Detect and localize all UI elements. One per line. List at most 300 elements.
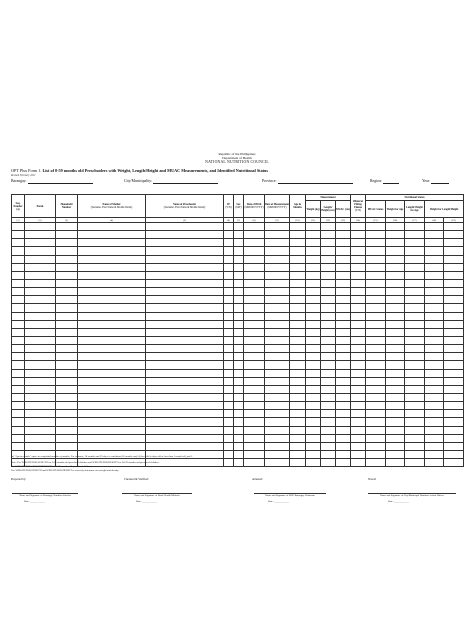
barangay-field[interactable] bbox=[11, 179, 93, 184]
table-cell[interactable] bbox=[444, 418, 464, 426]
table-cell[interactable] bbox=[12, 328, 25, 336]
table-cell[interactable] bbox=[321, 279, 336, 287]
table-cell[interactable] bbox=[12, 345, 25, 353]
table-cell[interactable] bbox=[25, 279, 56, 287]
table-cell[interactable] bbox=[56, 271, 78, 279]
table-cell[interactable] bbox=[146, 369, 224, 377]
table-cell[interactable] bbox=[78, 345, 146, 353]
table-cell[interactable] bbox=[244, 450, 265, 458]
table-cell[interactable] bbox=[244, 255, 265, 263]
table-cell[interactable] bbox=[306, 263, 321, 271]
table-cell[interactable] bbox=[444, 296, 464, 304]
table-cell[interactable] bbox=[25, 320, 56, 328]
table-cell[interactable] bbox=[321, 247, 336, 255]
table-cell[interactable] bbox=[306, 345, 321, 353]
table-cell[interactable] bbox=[78, 369, 146, 377]
table-cell[interactable] bbox=[224, 320, 234, 328]
table-cell[interactable] bbox=[244, 328, 265, 336]
table-cell[interactable] bbox=[265, 345, 290, 353]
table-cell[interactable] bbox=[290, 247, 306, 255]
table-cell[interactable] bbox=[351, 247, 366, 255]
table-cell[interactable] bbox=[224, 336, 234, 344]
table-cell[interactable] bbox=[146, 304, 224, 312]
table-cell[interactable] bbox=[224, 369, 234, 377]
table-cell[interactable] bbox=[290, 271, 306, 279]
table-cell[interactable] bbox=[405, 271, 425, 279]
table-cell[interactable] bbox=[146, 434, 224, 442]
table-cell[interactable] bbox=[244, 304, 265, 312]
table-cell[interactable] bbox=[244, 312, 265, 320]
table-cell[interactable] bbox=[290, 393, 306, 401]
table-cell[interactable] bbox=[306, 328, 321, 336]
table-cell[interactable] bbox=[290, 369, 306, 377]
table-cell[interactable] bbox=[146, 353, 224, 361]
date-field-naoo[interactable]: Date: ____________ bbox=[388, 500, 410, 503]
table-cell[interactable] bbox=[405, 312, 425, 320]
table-cell[interactable] bbox=[425, 426, 444, 434]
table-cell[interactable] bbox=[386, 442, 405, 450]
table-cell[interactable] bbox=[25, 393, 56, 401]
table-cell[interactable] bbox=[234, 320, 244, 328]
table-cell[interactable] bbox=[12, 410, 25, 418]
table-cell[interactable] bbox=[336, 402, 351, 410]
table-cell[interactable] bbox=[306, 231, 321, 239]
table-cell[interactable] bbox=[306, 304, 321, 312]
table-cell[interactable] bbox=[244, 296, 265, 304]
region-field[interactable] bbox=[370, 179, 399, 184]
table-cell[interactable] bbox=[336, 377, 351, 385]
table-cell[interactable] bbox=[78, 442, 146, 450]
table-cell[interactable] bbox=[234, 231, 244, 239]
table-cell[interactable] bbox=[405, 410, 425, 418]
table-cell[interactable] bbox=[146, 296, 224, 304]
table-cell[interactable] bbox=[290, 328, 306, 336]
table-cell[interactable] bbox=[234, 353, 244, 361]
table-cell[interactable] bbox=[12, 418, 25, 426]
table-cell[interactable] bbox=[405, 328, 425, 336]
table-cell[interactable] bbox=[386, 279, 405, 287]
table-cell[interactable] bbox=[234, 288, 244, 296]
table-cell[interactable] bbox=[25, 418, 56, 426]
table-cell[interactable] bbox=[321, 369, 336, 377]
table-cell[interactable] bbox=[265, 320, 290, 328]
table-cell[interactable] bbox=[306, 271, 321, 279]
table-cell[interactable] bbox=[12, 361, 25, 369]
table-cell[interactable] bbox=[425, 361, 444, 369]
table-cell[interactable] bbox=[265, 239, 290, 247]
table-cell[interactable] bbox=[405, 336, 425, 344]
table-cell[interactable] bbox=[78, 353, 146, 361]
table-cell[interactable] bbox=[386, 426, 405, 434]
table-cell[interactable] bbox=[56, 223, 78, 231]
table-cell[interactable] bbox=[290, 312, 306, 320]
table-cell[interactable] bbox=[351, 312, 366, 320]
table-cell[interactable] bbox=[444, 223, 464, 231]
table-cell[interactable] bbox=[265, 418, 290, 426]
table-cell[interactable] bbox=[56, 296, 78, 304]
table-cell[interactable] bbox=[444, 377, 464, 385]
table-cell[interactable] bbox=[336, 459, 351, 467]
table-cell[interactable] bbox=[306, 426, 321, 434]
table-cell[interactable] bbox=[234, 271, 244, 279]
table-cell[interactable] bbox=[321, 223, 336, 231]
table-cell[interactable] bbox=[78, 426, 146, 434]
table-cell[interactable] bbox=[12, 442, 25, 450]
table-cell[interactable] bbox=[265, 328, 290, 336]
table-cell[interactable] bbox=[444, 361, 464, 369]
table-cell[interactable] bbox=[290, 402, 306, 410]
table-cell[interactable] bbox=[425, 223, 444, 231]
table-cell[interactable] bbox=[25, 312, 56, 320]
table-cell[interactable] bbox=[306, 393, 321, 401]
table-cell[interactable] bbox=[78, 263, 146, 271]
table-cell[interactable] bbox=[290, 320, 306, 328]
table-cell[interactable] bbox=[425, 377, 444, 385]
table-cell[interactable] bbox=[366, 304, 386, 312]
table-cell[interactable] bbox=[224, 353, 234, 361]
table-cell[interactable] bbox=[56, 336, 78, 344]
table-cell[interactable] bbox=[336, 223, 351, 231]
table-cell[interactable] bbox=[425, 320, 444, 328]
table-cell[interactable] bbox=[405, 369, 425, 377]
table-cell[interactable] bbox=[444, 434, 464, 442]
table-cell[interactable] bbox=[224, 263, 234, 271]
table-cell[interactable] bbox=[25, 304, 56, 312]
table-cell[interactable] bbox=[306, 450, 321, 458]
table-cell[interactable] bbox=[405, 304, 425, 312]
table-cell[interactable] bbox=[78, 361, 146, 369]
table-cell[interactable] bbox=[12, 231, 25, 239]
table-cell[interactable] bbox=[386, 393, 405, 401]
table-cell[interactable] bbox=[12, 434, 25, 442]
table-cell[interactable] bbox=[146, 402, 224, 410]
table-cell[interactable] bbox=[56, 377, 78, 385]
table-cell[interactable] bbox=[244, 434, 265, 442]
table-cell[interactable] bbox=[244, 263, 265, 271]
table-cell[interactable] bbox=[224, 255, 234, 263]
table-cell[interactable] bbox=[12, 239, 25, 247]
table-cell[interactable] bbox=[265, 377, 290, 385]
table-cell[interactable] bbox=[366, 361, 386, 369]
table-cell[interactable] bbox=[234, 263, 244, 271]
table-cell[interactable] bbox=[56, 353, 78, 361]
table-cell[interactable] bbox=[265, 385, 290, 393]
table-cell[interactable] bbox=[366, 345, 386, 353]
table-cell[interactable] bbox=[321, 328, 336, 336]
table-cell[interactable] bbox=[290, 296, 306, 304]
table-cell[interactable] bbox=[386, 223, 405, 231]
table-cell[interactable] bbox=[265, 402, 290, 410]
table-cell[interactable] bbox=[351, 279, 366, 287]
table-cell[interactable] bbox=[56, 345, 78, 353]
table-cell[interactable] bbox=[265, 353, 290, 361]
table-cell[interactable] bbox=[321, 410, 336, 418]
table-cell[interactable] bbox=[444, 442, 464, 450]
table-cell[interactable] bbox=[351, 263, 366, 271]
table-cell[interactable] bbox=[56, 418, 78, 426]
table-cell[interactable] bbox=[405, 247, 425, 255]
table-cell[interactable] bbox=[386, 288, 405, 296]
table-cell[interactable] bbox=[366, 442, 386, 450]
table-cell[interactable] bbox=[146, 320, 224, 328]
table-cell[interactable] bbox=[12, 336, 25, 344]
table-cell[interactable] bbox=[265, 288, 290, 296]
table-cell[interactable] bbox=[290, 459, 306, 467]
table-cell[interactable] bbox=[386, 369, 405, 377]
table-cell[interactable] bbox=[224, 410, 234, 418]
table-cell[interactable] bbox=[425, 450, 444, 458]
table-cell[interactable] bbox=[336, 393, 351, 401]
table-cell[interactable] bbox=[234, 369, 244, 377]
table-cell[interactable] bbox=[351, 393, 366, 401]
table-cell[interactable] bbox=[405, 296, 425, 304]
table-cell[interactable] bbox=[244, 247, 265, 255]
table-cell[interactable] bbox=[425, 239, 444, 247]
table-cell[interactable] bbox=[12, 377, 25, 385]
table-cell[interactable] bbox=[444, 345, 464, 353]
table-cell[interactable] bbox=[234, 239, 244, 247]
table-cell[interactable] bbox=[425, 263, 444, 271]
table-cell[interactable] bbox=[234, 255, 244, 263]
table-cell[interactable] bbox=[306, 442, 321, 450]
table-cell[interactable] bbox=[224, 304, 234, 312]
table-cell[interactable] bbox=[234, 410, 244, 418]
table-cell[interactable] bbox=[351, 304, 366, 312]
table-cell[interactable] bbox=[78, 410, 146, 418]
table-cell[interactable] bbox=[444, 271, 464, 279]
table-cell[interactable] bbox=[405, 279, 425, 287]
table-cell[interactable] bbox=[25, 223, 56, 231]
table-cell[interactable] bbox=[366, 426, 386, 434]
table-cell[interactable] bbox=[366, 312, 386, 320]
table-cell[interactable] bbox=[405, 223, 425, 231]
table-cell[interactable] bbox=[366, 353, 386, 361]
table-cell[interactable] bbox=[321, 418, 336, 426]
table-cell[interactable] bbox=[12, 393, 25, 401]
table-cell[interactable] bbox=[366, 418, 386, 426]
table-cell[interactable] bbox=[306, 288, 321, 296]
table-cell[interactable] bbox=[306, 402, 321, 410]
table-cell[interactable] bbox=[265, 231, 290, 239]
table-cell[interactable] bbox=[265, 450, 290, 458]
table-cell[interactable] bbox=[224, 385, 234, 393]
table-cell[interactable] bbox=[146, 393, 224, 401]
table-cell[interactable] bbox=[25, 369, 56, 377]
table-cell[interactable] bbox=[234, 279, 244, 287]
table-cell[interactable] bbox=[444, 369, 464, 377]
table-cell[interactable] bbox=[306, 459, 321, 467]
table-cell[interactable] bbox=[336, 304, 351, 312]
table-cell[interactable] bbox=[366, 328, 386, 336]
table-cell[interactable] bbox=[12, 353, 25, 361]
table-cell[interactable] bbox=[366, 336, 386, 344]
table-cell[interactable] bbox=[78, 247, 146, 255]
table-cell[interactable] bbox=[425, 345, 444, 353]
table-cell[interactable] bbox=[306, 385, 321, 393]
table-cell[interactable] bbox=[386, 377, 405, 385]
table-cell[interactable] bbox=[56, 288, 78, 296]
table-cell[interactable] bbox=[146, 255, 224, 263]
table-cell[interactable] bbox=[224, 450, 234, 458]
table-cell[interactable] bbox=[386, 271, 405, 279]
table-cell[interactable] bbox=[25, 410, 56, 418]
table-cell[interactable] bbox=[234, 328, 244, 336]
table-cell[interactable] bbox=[25, 385, 56, 393]
table-cell[interactable] bbox=[321, 320, 336, 328]
table-cell[interactable] bbox=[425, 296, 444, 304]
table-cell[interactable] bbox=[321, 271, 336, 279]
table-cell[interactable] bbox=[234, 459, 244, 467]
table-cell[interactable] bbox=[146, 239, 224, 247]
table-cell[interactable] bbox=[366, 377, 386, 385]
table-cell[interactable] bbox=[56, 239, 78, 247]
table-cell[interactable] bbox=[386, 312, 405, 320]
table-cell[interactable] bbox=[12, 320, 25, 328]
table-cell[interactable] bbox=[366, 434, 386, 442]
table-cell[interactable] bbox=[244, 393, 265, 401]
table-cell[interactable] bbox=[12, 255, 25, 263]
table-cell[interactable] bbox=[78, 296, 146, 304]
table-cell[interactable] bbox=[405, 255, 425, 263]
table-cell[interactable] bbox=[146, 231, 224, 239]
table-cell[interactable] bbox=[290, 255, 306, 263]
table-cell[interactable] bbox=[336, 279, 351, 287]
table-cell[interactable] bbox=[366, 402, 386, 410]
table-cell[interactable] bbox=[351, 336, 366, 344]
table-cell[interactable] bbox=[244, 336, 265, 344]
table-cell[interactable] bbox=[444, 459, 464, 467]
table-cell[interactable] bbox=[366, 320, 386, 328]
table-cell[interactable] bbox=[12, 279, 25, 287]
table-cell[interactable] bbox=[405, 288, 425, 296]
table-cell[interactable] bbox=[224, 271, 234, 279]
table-cell[interactable] bbox=[351, 328, 366, 336]
table-cell[interactable] bbox=[56, 402, 78, 410]
table-cell[interactable] bbox=[265, 304, 290, 312]
table-cell[interactable] bbox=[234, 434, 244, 442]
table-cell[interactable] bbox=[425, 279, 444, 287]
table-cell[interactable] bbox=[234, 418, 244, 426]
table-cell[interactable] bbox=[146, 271, 224, 279]
table-cell[interactable] bbox=[366, 263, 386, 271]
table-cell[interactable] bbox=[351, 434, 366, 442]
table-cell[interactable] bbox=[290, 361, 306, 369]
table-cell[interactable] bbox=[425, 410, 444, 418]
table-cell[interactable] bbox=[146, 247, 224, 255]
table-cell[interactable] bbox=[78, 239, 146, 247]
table-cell[interactable] bbox=[321, 459, 336, 467]
table-cell[interactable] bbox=[56, 247, 78, 255]
table-cell[interactable] bbox=[351, 402, 366, 410]
table-cell[interactable] bbox=[78, 271, 146, 279]
city-field[interactable] bbox=[124, 179, 218, 184]
table-cell[interactable] bbox=[290, 304, 306, 312]
table-cell[interactable] bbox=[56, 304, 78, 312]
table-cell[interactable] bbox=[290, 279, 306, 287]
table-cell[interactable] bbox=[78, 385, 146, 393]
table-cell[interactable] bbox=[366, 255, 386, 263]
table-cell[interactable] bbox=[244, 410, 265, 418]
table-cell[interactable] bbox=[425, 393, 444, 401]
table-cell[interactable] bbox=[444, 279, 464, 287]
table-cell[interactable] bbox=[306, 320, 321, 328]
table-cell[interactable] bbox=[425, 312, 444, 320]
table-cell[interactable] bbox=[234, 393, 244, 401]
table-cell[interactable] bbox=[224, 459, 234, 467]
table-cell[interactable] bbox=[444, 402, 464, 410]
table-cell[interactable] bbox=[244, 288, 265, 296]
table-cell[interactable] bbox=[265, 255, 290, 263]
table-cell[interactable] bbox=[12, 369, 25, 377]
table-cell[interactable] bbox=[351, 377, 366, 385]
table-cell[interactable] bbox=[290, 231, 306, 239]
date-field-chairman[interactable]: Date: ____________ bbox=[268, 500, 290, 503]
table-cell[interactable] bbox=[56, 442, 78, 450]
table-cell[interactable] bbox=[321, 442, 336, 450]
table-cell[interactable] bbox=[425, 418, 444, 426]
table-cell[interactable] bbox=[321, 434, 336, 442]
table-cell[interactable] bbox=[405, 418, 425, 426]
table-cell[interactable] bbox=[351, 345, 366, 353]
table-cell[interactable] bbox=[321, 255, 336, 263]
table-cell[interactable] bbox=[25, 336, 56, 344]
table-cell[interactable] bbox=[336, 361, 351, 369]
table-cell[interactable] bbox=[386, 434, 405, 442]
table-cell[interactable] bbox=[321, 450, 336, 458]
table-cell[interactable] bbox=[290, 450, 306, 458]
table-cell[interactable] bbox=[78, 377, 146, 385]
table-cell[interactable] bbox=[306, 312, 321, 320]
table-cell[interactable] bbox=[386, 263, 405, 271]
table-cell[interactable] bbox=[56, 312, 78, 320]
table-cell[interactable] bbox=[405, 353, 425, 361]
table-cell[interactable] bbox=[386, 353, 405, 361]
table-cell[interactable] bbox=[386, 255, 405, 263]
table-cell[interactable] bbox=[366, 385, 386, 393]
table-cell[interactable] bbox=[336, 345, 351, 353]
table-cell[interactable] bbox=[336, 353, 351, 361]
table-cell[interactable] bbox=[290, 442, 306, 450]
table-cell[interactable] bbox=[265, 426, 290, 434]
table-cell[interactable] bbox=[444, 426, 464, 434]
table-cell[interactable] bbox=[386, 231, 405, 239]
table-cell[interactable] bbox=[56, 369, 78, 377]
table-cell[interactable] bbox=[336, 442, 351, 450]
table-cell[interactable] bbox=[366, 223, 386, 231]
table-cell[interactable] bbox=[56, 255, 78, 263]
table-cell[interactable] bbox=[425, 255, 444, 263]
table-cell[interactable] bbox=[351, 320, 366, 328]
table-cell[interactable] bbox=[306, 336, 321, 344]
table-cell[interactable] bbox=[351, 369, 366, 377]
table-cell[interactable] bbox=[336, 271, 351, 279]
table-cell[interactable] bbox=[56, 410, 78, 418]
table-cell[interactable] bbox=[336, 418, 351, 426]
table-cell[interactable] bbox=[146, 345, 224, 353]
table-cell[interactable] bbox=[405, 263, 425, 271]
table-cell[interactable] bbox=[244, 345, 265, 353]
table-cell[interactable] bbox=[444, 288, 464, 296]
table-cell[interactable] bbox=[425, 434, 444, 442]
table-cell[interactable] bbox=[366, 393, 386, 401]
table-cell[interactable] bbox=[366, 410, 386, 418]
table-cell[interactable] bbox=[25, 255, 56, 263]
table-cell[interactable] bbox=[351, 442, 366, 450]
table-cell[interactable] bbox=[146, 385, 224, 393]
table-cell[interactable] bbox=[366, 271, 386, 279]
table-cell[interactable] bbox=[78, 223, 146, 231]
table-cell[interactable] bbox=[146, 312, 224, 320]
